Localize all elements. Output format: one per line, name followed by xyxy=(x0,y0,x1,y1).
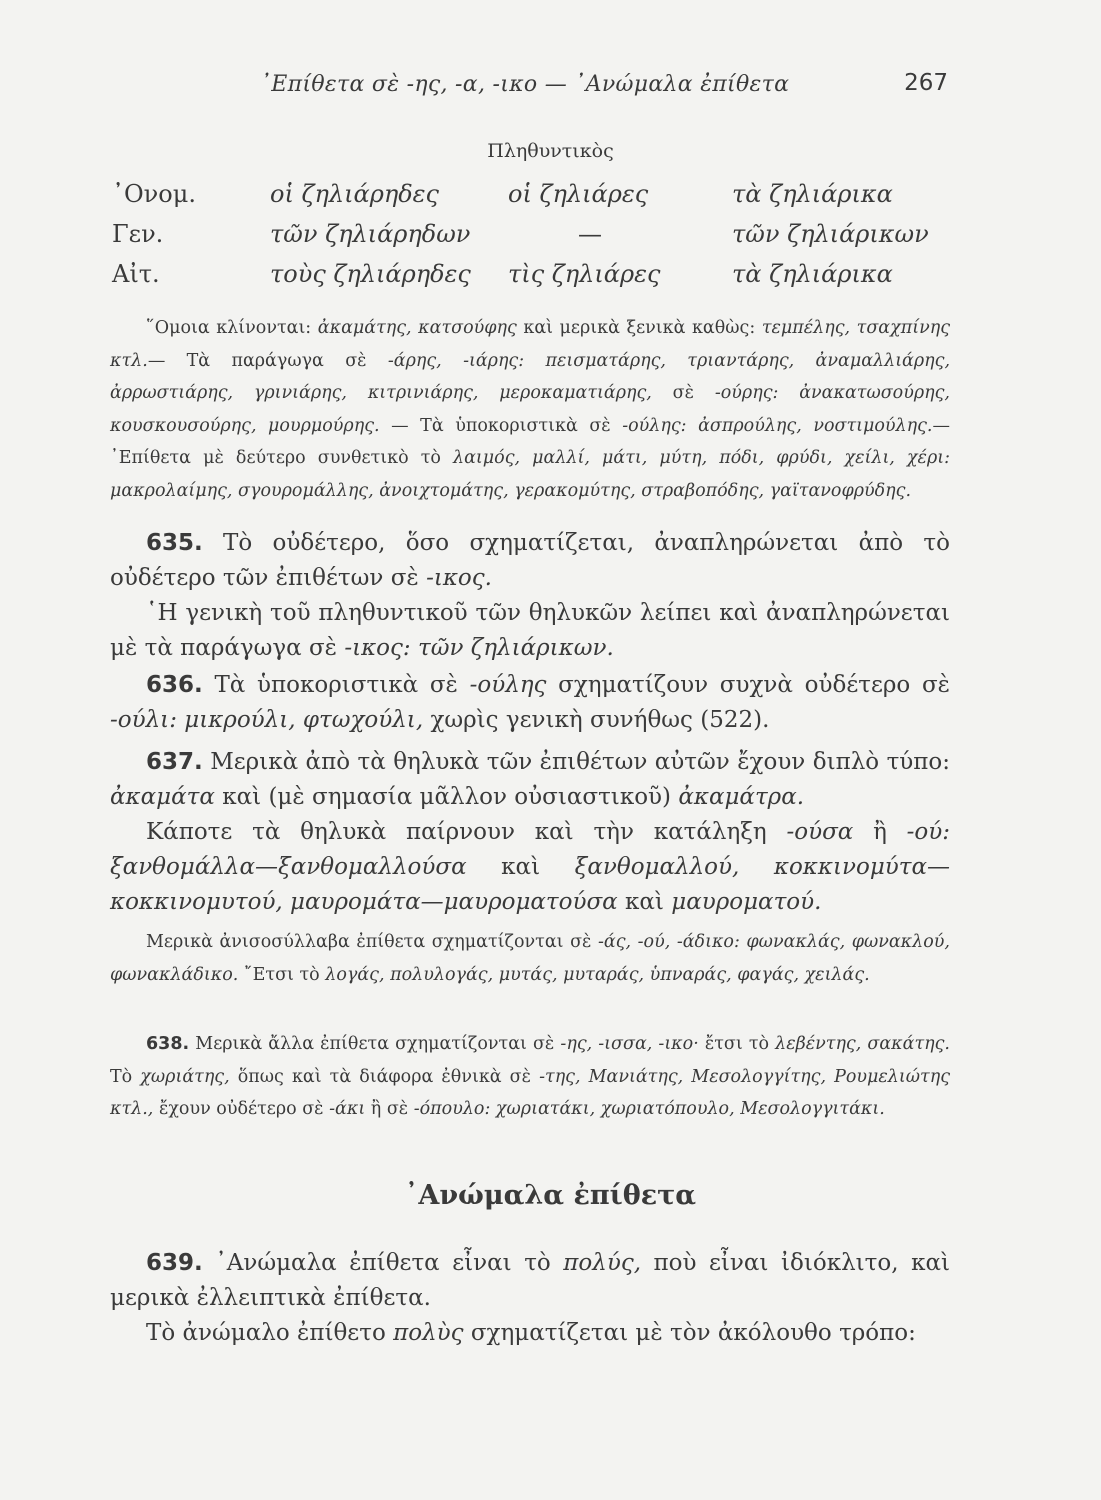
paragraph-636: 636. Τὰ ὑποκοριστικὰ σὲ -ούλης σχηματίζουν συχνὰ οὐδέτερο σὲ -ούλι: μικρούλι, φτωχούλι, χωρὶς γενικὴ συνήθως (522). xyxy=(110,672,950,733)
running-header xyxy=(110,70,948,104)
feminine-form: οἱ ζηλιάρες xyxy=(508,180,649,208)
paragraph-number: 635. xyxy=(146,530,203,556)
paragraph-637: 637. Μερικὰ ἀπὸ τὰ θηλυκὰ τῶν ἐπιθέτων αὐτῶν ἔχουν διπλὸ τύπο: ἀκαμάτα καὶ (μὲ σημασία μᾶλλον οὐσιαστικοῦ) ἀκαμάτρα. Κάποτε τὰ θηλυκὰ παίρνουν καὶ τὴν κατάληξη -ούσα ἢ -ού: ξανθομάλλα—ξανθομαλλούσα καὶ ξανθομαλλού, κοκκινομύτα—κοκκινομυτού, μαυρομάτα—μαυροματούσα καὶ μαυροματού. xyxy=(110,749,951,915)
note-imparisyllabic: Μερικὰ ἀνισοσύλλαβα ἐπίθετα σχηματίζονται σὲ -άς, -ού, -άδικο: φωνακλάς, φωνακλού, φωνακλάδικο. ῎Ετσι τὸ λογάς, πολυλογάς, μυτάς, μυταράς, ὑπναράς, φαγάς, χειλάς. xyxy=(110,932,950,985)
note-similar-declension: ῞Ομοια κλίνονται: ἀκαμάτης, κατσούφης καὶ μερικὰ ξενικὰ καθὼς: τεμπέλης, τσαχπίνης κτλ.— Τὰ παράγωγα σὲ -άρης, -ιάρης: πεισματάρης, τριαντάρης, ἀναμαλλιάρης, ἀρρωστιάρης, γρινιάρης, κιτρινιάρης, μεροκαματιάρης, σὲ -ούρης: ἀνακατωσούρης, κουσκουσούρης, μουρμούρης. — Τὰ ὑποκοριστικὰ σὲ -ούλης: ἀσπρούλης, νοστιμούλης.—᾿Επίθετα μὲ δεύτερο συνθετικὸ τὸ λαιμός, μαλλί, μάτι, μύτη, πόδι, φρύδι, χείλι, χέρι: μακρολαίμης, σγουρομάλλης, ἀνοιχτομάτης, γερακομύτης, στραβοπόδης, γαϊτανοφρύδης. xyxy=(110,318,951,501)
case-label: Γεν. xyxy=(112,220,164,248)
masculine-form: οἱ ζηλιάρηδες xyxy=(270,180,439,208)
paragraph-number: 639. xyxy=(146,1250,203,1276)
neuter-form: τὰ ζηλιάρικα xyxy=(732,180,893,208)
masculine-form: τῶν ζηλιάρηδων xyxy=(270,220,471,248)
case-label: Αἰτ. xyxy=(112,260,160,288)
section-title: ᾿Ανώμαλα ἐπίθετα xyxy=(404,1180,697,1211)
paragraph-number: 637. xyxy=(146,749,203,775)
page-number: 267 xyxy=(904,70,948,96)
declension-table xyxy=(112,180,948,300)
paragraph-639: 639. ᾿Ανώμαλα ἐπίθετα εἶναι τὸ πολύς, ποὺ εἶναι ἰδιόκλιτο, καὶ μερικὰ ἐλλειπτικὰ ἐπίθετα. Τὸ ἀνώμαλο ἐπίθετο πολὺς σχηματίζεται μὲ τὸν ἀκόλουθο τρόπο: xyxy=(110,1250,950,1346)
paragraph-number: 636. xyxy=(146,672,203,698)
plural-heading: Πληθυντικὸς xyxy=(487,140,614,162)
feminine-form: — xyxy=(578,220,602,248)
paragraph-638: 638. Μερικὰ ἄλλα ἐπίθετα σχηματίζονται σὲ -ης, -ισσα, -ικο· ἔτσι τὸ λεβέντης, σακάτης. Τὸ χωριάτης, ὅπως καὶ τὰ διάφορα ἐθνικὰ σὲ -της, Μανιάτης, Μεσολογγίτης, Ρουμελιώτης κτλ., ἔχουν οὐδέτερο σὲ -άκι ἢ σὲ -όπουλο: χωριατάκι, χωριατόπουλο, Μεσολογγιτάκι. xyxy=(110,1034,950,1119)
table-row xyxy=(112,260,948,300)
paragraph-635: 635. Τὸ οὐδέτερο, ὅσο σχηματίζεται, ἀναπληρώνεται ἀπὸ τὸ οὐδέτερο τῶν ἐπιθέτων σὲ -ικος. ῾Η γενικὴ τοῦ πληθυντικοῦ τῶν θηλυκῶν λείπει καὶ ἀναπληρώνεται μὲ τὰ παράγωγα σὲ -ικος: τῶν ζηλιάρικων. xyxy=(110,530,950,661)
neuter-form: τῶν ζηλιάρικων xyxy=(732,220,929,248)
table-row xyxy=(112,220,948,260)
feminine-form: τὶς ζηλιάρες xyxy=(508,260,661,288)
case-label: ᾿Ονομ. xyxy=(112,180,196,208)
paragraph-number: 638. xyxy=(146,1034,190,1054)
table-row xyxy=(112,180,948,220)
header-title: ᾿Επίθετα σὲ -ης, -α, -ικο — ᾿Ανώμαλα ἐπίθετα xyxy=(260,72,790,97)
neuter-form: τὰ ζηλιάρικα xyxy=(732,260,893,288)
masculine-form: τοὺς ζηλιάρηδες xyxy=(270,260,471,288)
